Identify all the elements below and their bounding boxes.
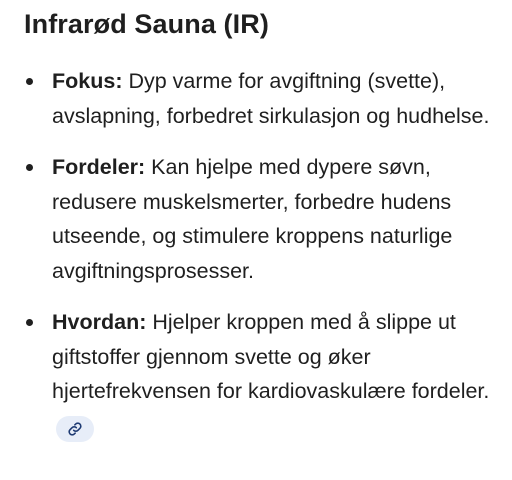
bullet-list (24, 64, 494, 443)
list-item-label: Fordeler: (52, 155, 146, 179)
bullet-dot (26, 319, 33, 326)
list-item-fokus (24, 64, 494, 133)
bullet-dot (26, 164, 33, 171)
list-item-label: Hvordan: (52, 310, 147, 334)
bullet-dot (26, 78, 33, 85)
list-item-text: Kan hjelpe med dypere søvn, redusere muskelsmerter, forbedre hudens utseende, og stimulere kroppens naturlige avgiftningsprosesser. (52, 155, 453, 283)
section-heading: Infrarød Sauna (IR) (24, 9, 269, 39)
list-item-text: Dyp varme for avgiftning (svette), avslapning, forbedret sirkulasjon og hudhelse. (52, 69, 490, 128)
link-icon (67, 421, 83, 437)
list-item-label: Fokus: (52, 69, 123, 93)
source-link-button[interactable] (56, 416, 94, 442)
response-content (24, 0, 494, 460)
list-item-text: Hjelper kroppen med å slippe ut giftstoffer gjennom svette og øker hjertefrekvensen for kardiovaskulære fordeler. (52, 310, 490, 403)
list-item-hvordan (24, 305, 494, 443)
list-item-fordeler (24, 150, 494, 288)
